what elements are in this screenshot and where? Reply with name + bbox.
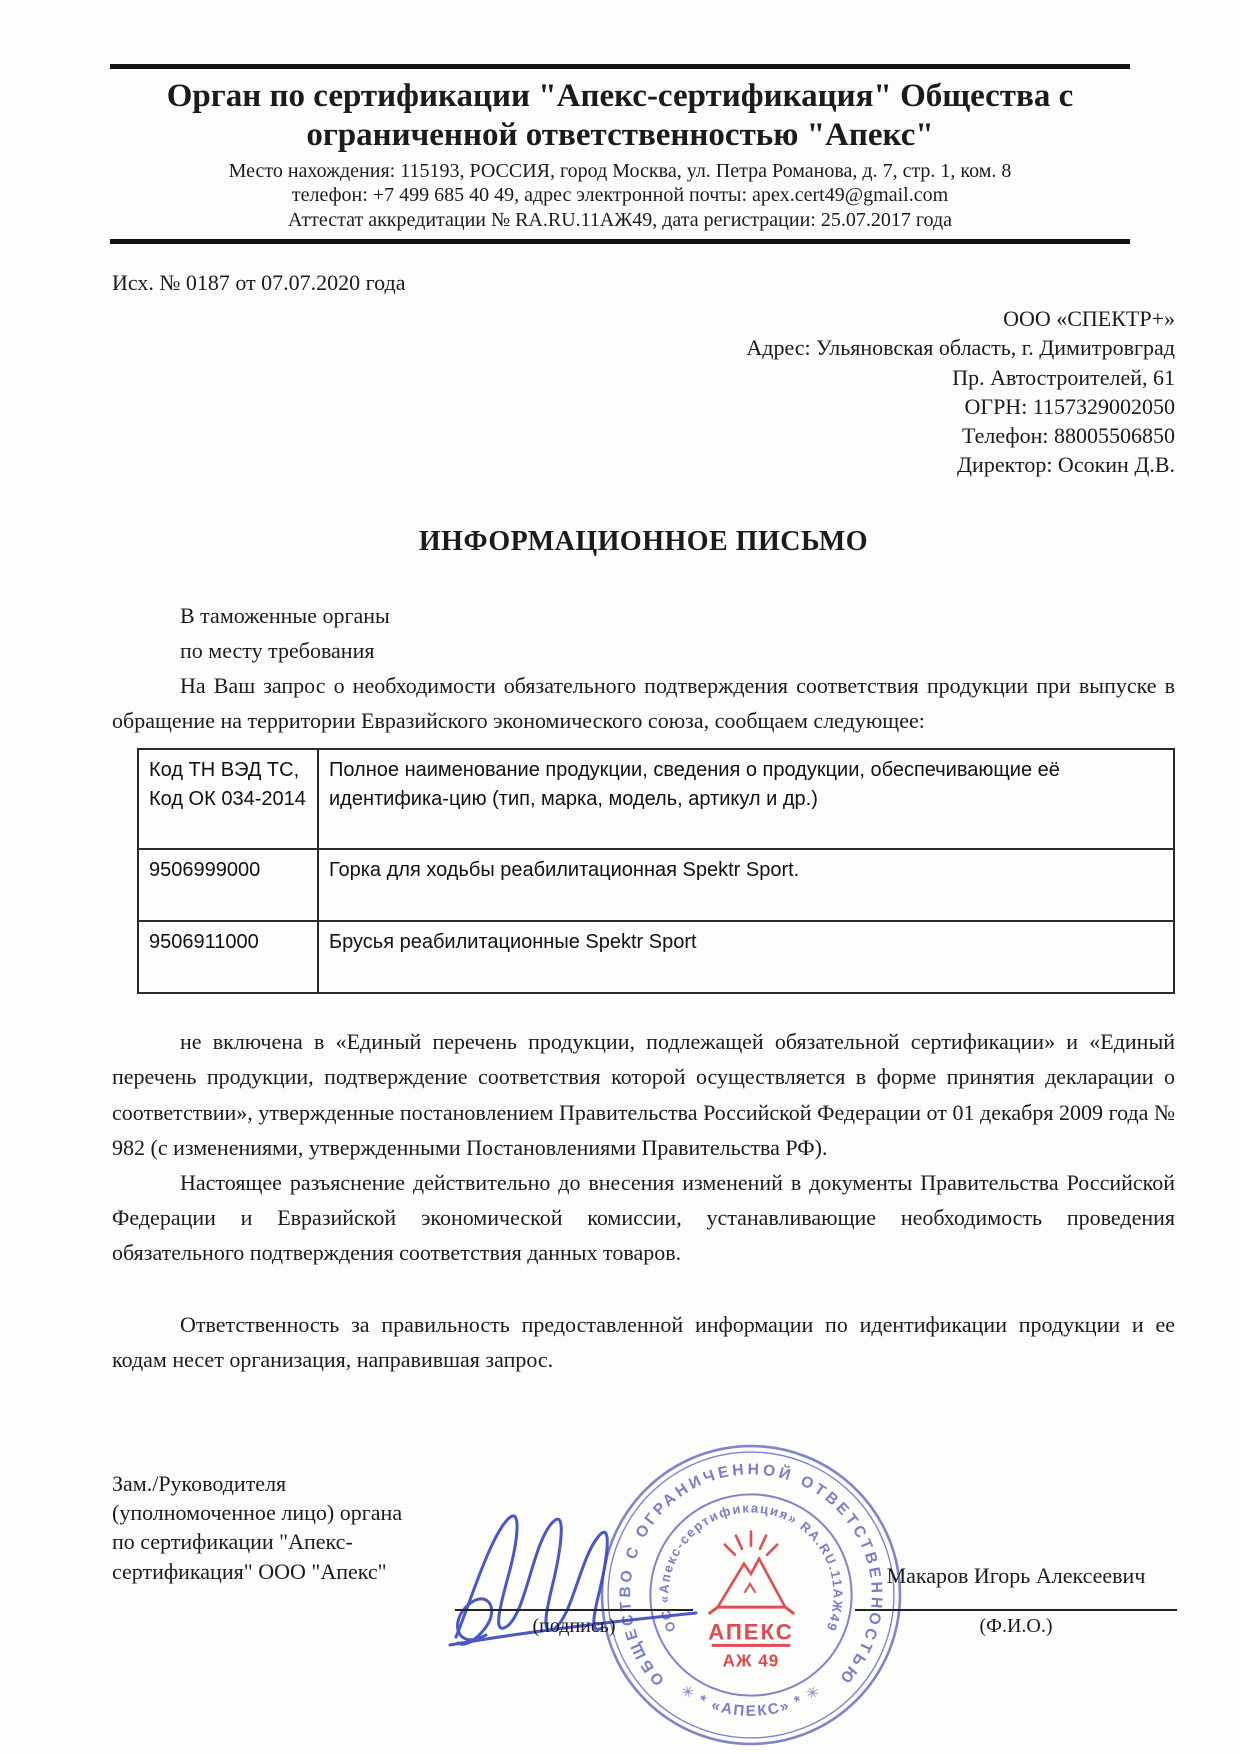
addressee-address2: Пр. Автостроителей, 61	[952, 364, 1175, 390]
stamp-center-name: АПЕКС	[708, 1619, 794, 1645]
handwritten-signature	[446, 1485, 716, 1665]
addressee-address: Адрес: Ульяновская область, г. Димитровград	[746, 335, 1175, 361]
svg-text:✳ * «АПЕКС» * ✳	[677, 1682, 824, 1720]
signer-position-line: по сертификации "Апекс-	[112, 1529, 353, 1555]
signer-position-line: Зам./Руководителя	[112, 1470, 287, 1496]
signature-area	[0, 1435, 1240, 1754]
signer-position-block	[112, 1469, 472, 1586]
name-line	[855, 1609, 1177, 1611]
product-name-cell: Горка для ходьбы реабилитационная Spektr Sport.	[318, 849, 1174, 921]
table-row	[138, 921, 1174, 993]
product-code-cell: 9506999000	[138, 849, 318, 921]
paragraph-validity: Настоящее разъяснение действительно до внесения изменений в документы Правительства Российской Федерации и Евразийской экономической комиссии, устанавливающие необходимость проведения обязательного подтверждения соответствия данных товаров.	[112, 1170, 1175, 1266]
letterhead-top-rule	[110, 64, 1130, 69]
paragraph-responsibility: Ответственность за правильность предоставленной информации по идентификации продукции и ее кодам несет организация, направившая запрос.	[112, 1311, 1175, 1372]
org-accreditation-line: Аттестат аккредитации № RA.RU.11АЖ49, дата регистрации: 25.07.2017 года	[287, 208, 953, 231]
table-header-code: Код ТН ВЭД ТС, Код ОК 034-2014	[138, 749, 318, 849]
addressee-block	[112, 304, 1175, 480]
org-title: Орган по сертификации "Апекс-сертификация" Общества с ограниченной ответственностью "Апекс"	[166, 78, 1074, 153]
org-address-line: Место нахождения: 115193, РОССИЯ, город Москва, ул. Петра Романова, д. 7, стр. 1, ком. 8	[228, 159, 1012, 182]
paragraph-not-included: не включена в «Единый перечень продукции, подлежащей обязательной сертификации» и «Единый перечень продукции, подтверждение соответствия которой осуществляется в форме принятия декларации о соответствии», утвержденные постановлением Правительства Российской Федерации от 01 декабря 2009 года № 982 (с изменениями, утвержденными Постановлениями Правительства РФ).	[112, 1029, 1175, 1160]
table-header-row	[138, 749, 1174, 849]
addressee-phone: Телефон: 88005506850	[961, 423, 1175, 449]
intro-paragraph: На Ваш запрос о необходимости обязательного подтверждения соответствия продукции при выпуске в обращение на территории Евразийского экономического союза, сообщаем следующее:	[112, 672, 1175, 734]
letterhead	[110, 64, 1130, 244]
signer-position-line: (уполномоченное лицо) органа	[112, 1500, 403, 1526]
stamp-center-code: АЖ 49	[722, 1651, 780, 1671]
addressee-director: Директор: Осокин Д.В.	[957, 452, 1175, 478]
addressee-ogrn: ОГРН: 1157329002050	[964, 393, 1175, 419]
addressee-company: ООО «СПЕКТР+»	[1003, 306, 1175, 332]
products-table	[137, 748, 1175, 994]
name-caption: (Ф.И.О.)	[979, 1614, 1053, 1637]
table-header-name: Полное наименование продукции, сведения о продукции, обеспечивающие её идентифика-цию (тип, марка, модель, артикул и др.)	[318, 749, 1174, 849]
stamp-bottom-text: ✳ * «АПЕКС» * ✳	[677, 1681, 825, 1720]
stamp-inner-ring-text: ОС «Апекс-сертификация» RA.RU.11АЖ49	[656, 1500, 846, 1635]
letterhead-bottom-rule	[110, 239, 1130, 244]
signer-position-line: сертификация" ООО "Апекс"	[112, 1558, 387, 1584]
signature-line	[455, 1609, 693, 1611]
outgoing-ref: Исх. № 0187 от 07.07.2020 года	[112, 270, 406, 296]
org-phone-line: телефон: +7 499 685 40 49, адрес электронной почты: apex.cert49@gmail.com	[291, 184, 949, 207]
product-code-cell: 9506911000	[138, 921, 318, 993]
product-name-cell: Брусья реабилитационные Spektr Sport	[318, 921, 1174, 993]
to-line-1: В таможенные органы	[180, 602, 390, 628]
document-title: ИНФОРМАЦИОННОЕ ПИСЬМО	[418, 525, 869, 557]
signer-name: Макаров Игорь Алексеевич	[886, 1562, 1146, 1588]
document-body	[112, 598, 1175, 1377]
stamp-outer-ring-text: ОБЩЕСТВО С ОГРАНИЧЕННОЙ ОТВЕТСТВЕННОСТЬЮ	[617, 1461, 885, 1689]
stamp-mountain-logo	[710, 1532, 794, 1614]
signature-caption: (подпись)	[532, 1614, 616, 1637]
to-line-2: по месту требования	[180, 637, 375, 663]
table-row	[138, 849, 1174, 921]
